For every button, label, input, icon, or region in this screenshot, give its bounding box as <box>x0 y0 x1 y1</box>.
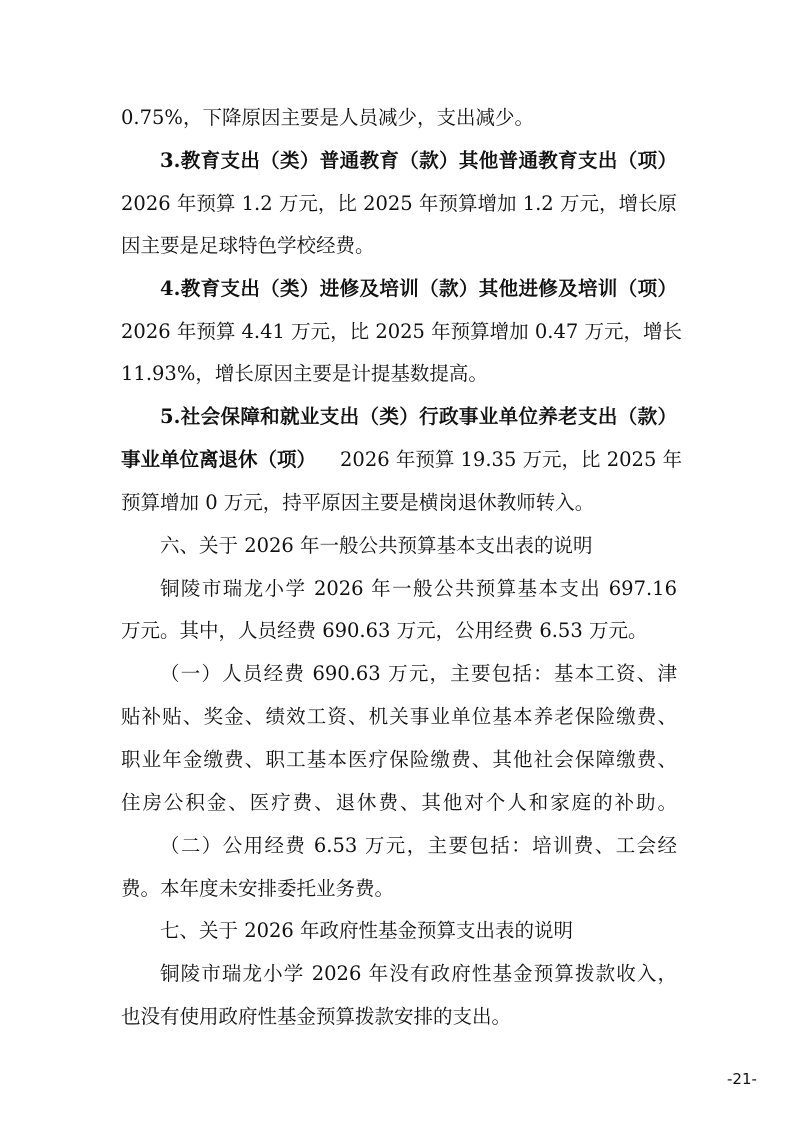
text-line: 预算增加 0 万元，持平原因主要是横岗退休教师转入。 <box>121 491 595 514</box>
section-heading: 七、关于 2026 年政府性基金预算支出表的说明 <box>160 919 574 942</box>
section-heading: 六、关于 2026 年一般公共预算基本支出表的说明 <box>160 534 593 557</box>
text-line: 因主要是足球特色学校经费。 <box>121 234 375 257</box>
item-heading: 5.社会保障和就业支出（类）行政事业单位养老支出（款） <box>160 405 677 428</box>
item-heading: 3.教育支出（类）普通教育（款）其他普通教育支出（项） <box>160 149 677 172</box>
text-line: 万元。其中，人员经费 690.63 万元，公用经费 6.53 万元。 <box>121 619 648 642</box>
text-line: 11.93%，增长原因主要是计提基数提高。 <box>121 362 488 385</box>
text-line: 铜陵市瑞龙小学 2026 年一般公共预算基本支出 697.16 <box>160 577 677 600</box>
text-line: 2026 年预算 19.35 万元，比 2025 年 <box>340 448 683 471</box>
text-line: 住房公积金、医疗费、退休费、其他对个人和家庭的补助。 <box>121 791 677 814</box>
text-line: 铜陵市瑞龙小学 2026 年没有政府性基金预算拨款收入， <box>160 962 677 985</box>
item-heading: 事业单位离退休（项） <box>121 448 317 471</box>
text-line: 0.75%，下降原因主要是人员减少，支出减少。 <box>121 106 534 129</box>
text-line: 费。本年度未安排委托业务费。 <box>121 877 395 900</box>
item-heading: 4.教育支出（类）进修及培训（款）其他进修及培训（项） <box>160 277 677 300</box>
text-line: 职业年金缴费、职工基本医疗保险缴费、其他社会保障缴费、 <box>121 748 677 771</box>
text-line: 2026 年预算 4.41 万元，比 2025 年预算增加 0.47 万元，增长 <box>121 320 682 343</box>
text-line: （一）人员经费 690.63 万元，主要包括：基本工资、津 <box>160 662 677 685</box>
page-number: -21- <box>727 1070 757 1088</box>
text-line: 贴补贴、奖金、绩效工资、机关事业单位基本养老保险缴费、 <box>121 705 677 728</box>
text-line: （二）公用经费 6.53 万元，主要包括：培训费、工会经 <box>160 834 677 857</box>
text-line: 2026 年预算 1.2 万元，比 2025 年预算增加 1.2 万元，增长原 <box>121 192 677 215</box>
text-line: 也没有使用政府性基金预算拨款安排的支出。 <box>121 1005 512 1028</box>
